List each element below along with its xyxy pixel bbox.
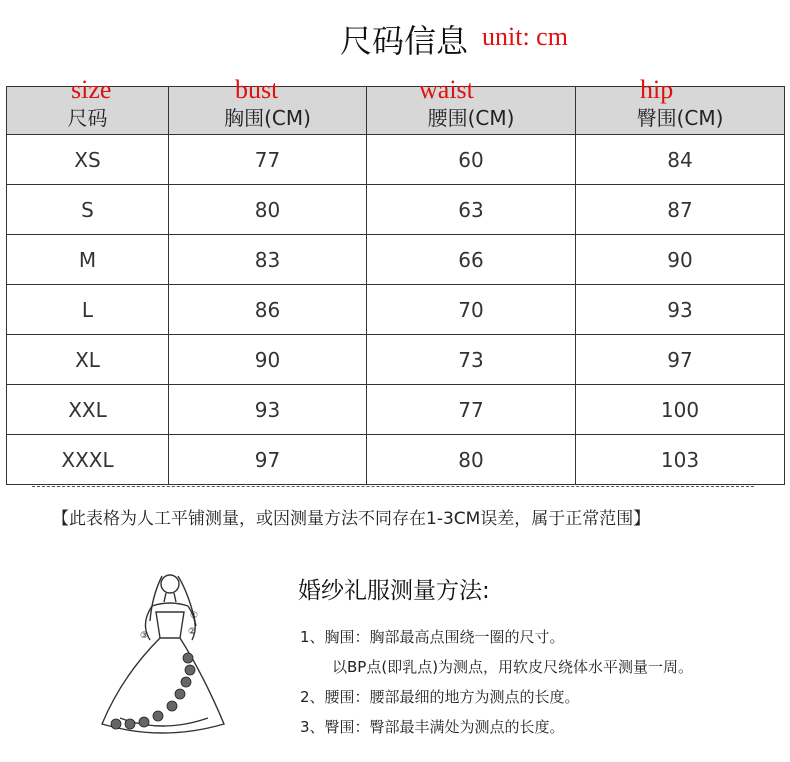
header-hip-en: hip [640, 75, 674, 104]
measure-line-hip: 3、臀围：臀部最丰满处为测点的长度。 [300, 718, 565, 736]
cell-size: XS [7, 135, 169, 185]
header-bust-en: bust [235, 75, 279, 104]
cell-waist: 80 [367, 435, 576, 485]
table-row [7, 235, 785, 285]
header-size [7, 75, 169, 135]
cell-hip: 87 [576, 185, 785, 235]
cell-bust: 86 [169, 285, 367, 335]
table-row [7, 385, 785, 435]
header-hip-zh: 臀围(CM) [636, 106, 724, 130]
cell-size: XXXL [7, 435, 169, 485]
header-bust [169, 75, 367, 135]
unit-label: unit: cm [482, 22, 568, 51]
cell-waist: 60 [367, 135, 576, 185]
wedding-dress-sketch-icon [92, 566, 232, 746]
dashed-divider [32, 486, 754, 487]
table-row [7, 335, 785, 385]
cell-hip: 97 [576, 335, 785, 385]
cell-size: M [7, 235, 169, 285]
cell-bust: 93 [169, 385, 367, 435]
table-header-row [7, 87, 785, 135]
cell-waist: 63 [367, 185, 576, 235]
cell-size: S [7, 185, 169, 235]
marker-2: ② [188, 627, 197, 637]
cell-waist: 66 [367, 235, 576, 285]
cell-hip: 84 [576, 135, 785, 185]
cell-hip: 103 [576, 435, 785, 485]
cell-bust: 90 [169, 335, 367, 385]
header-hip [576, 75, 785, 135]
measure-line-bust-detail: 以BP点(即乳点)为测点，用软皮尺绕体水平测量一周。 [332, 658, 694, 676]
page-title: 尺码信息 [340, 22, 469, 60]
measure-line-waist: 2、腰围：腰部最细的地方为测点的长度。 [300, 688, 580, 706]
table-row [7, 285, 785, 335]
cell-size: L [7, 285, 169, 335]
cell-size: XL [7, 335, 169, 385]
cell-bust: 97 [169, 435, 367, 485]
table-row [7, 435, 785, 485]
header-waist-en: waist [419, 75, 474, 104]
measure-line-bust: 1、胸围：胸部最高点围绕一圈的尺寸。 [300, 628, 565, 646]
cell-hip: 100 [576, 385, 785, 435]
cell-waist: 77 [367, 385, 576, 435]
header-bust-zh: 胸围(CM) [224, 106, 311, 130]
size-table [6, 75, 785, 485]
table-row [7, 185, 785, 235]
cell-bust: 80 [169, 185, 367, 235]
cell-bust: 77 [169, 135, 367, 185]
cell-hip: 93 [576, 285, 785, 335]
disclaimer-note: 【此表格为人工平铺测量，或因测量方法不同存在1-3CM误差，属于正常范围】 [52, 509, 651, 529]
table-row [7, 135, 785, 185]
header-waist [367, 75, 576, 135]
header-waist-zh: 腰围(CM) [427, 106, 515, 130]
marker-3: ③ [140, 631, 149, 641]
header-size-zh: 尺码 [67, 106, 108, 130]
header-size-en: size [71, 75, 112, 104]
cell-hip: 90 [576, 235, 785, 285]
cell-bust: 83 [169, 235, 367, 285]
marker-1: ① [190, 611, 199, 621]
cell-size: XXL [7, 385, 169, 435]
cell-waist: 73 [367, 335, 576, 385]
measure-title: 婚纱礼服测量方法: [298, 578, 490, 604]
cell-waist: 70 [367, 285, 576, 335]
